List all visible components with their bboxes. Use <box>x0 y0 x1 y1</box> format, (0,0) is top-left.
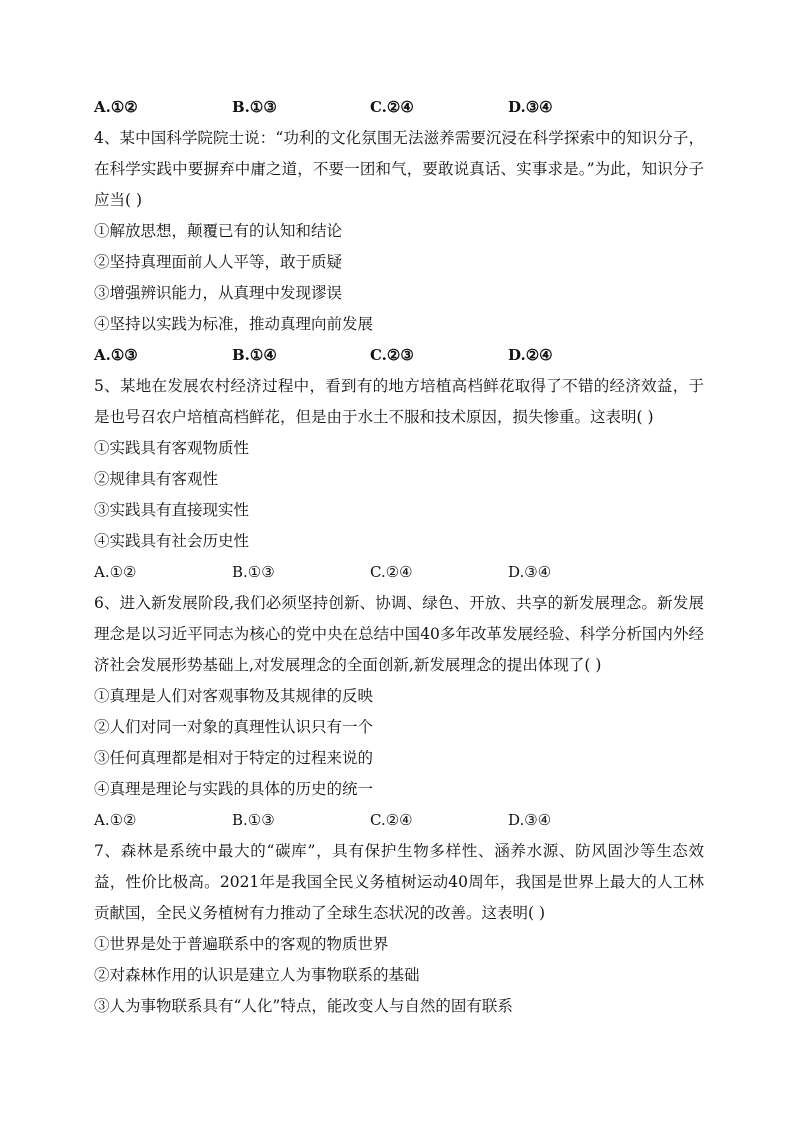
statement-item: ③人为事物联系具有“人化”特点，能改变人与自然的固有联系 <box>94 997 513 1015</box>
option-b[interactable]: B.①④ <box>232 346 277 364</box>
question-7 <box>94 836 704 1022</box>
q5-options <box>94 557 704 588</box>
option-c[interactable]: C.②④ <box>370 811 413 829</box>
option-d[interactable]: D.③④ <box>508 563 552 581</box>
statement-item: ③任何真理都是相对于特定的过程来说的 <box>94 749 374 767</box>
option-d[interactable]: D.③④ <box>508 98 553 116</box>
exam-page <box>94 92 704 1022</box>
question-stem: 6、进入新发展阶段,我们必须坚持创新、协调、绿色、开放、共享的新发展理念。新发展理念是以习近平同志为核心的党中央在总结中国40多年改革发展经验、科学分析国内外经济社会发展形势基础上,对发展理念的全面创新,新发展理念的提出体现了( ) <box>94 594 704 674</box>
question-6 <box>94 588 704 836</box>
statement-item: ①实践具有客观物质性 <box>94 439 250 457</box>
statement-item: ②对森林作用的认识是建立人为事物联系的基础 <box>94 966 420 984</box>
statement-item: ④真理是理论与实践的具体的历史的统一 <box>94 780 374 798</box>
option-a[interactable]: A.①② <box>94 811 137 829</box>
statement-item: ②坚持真理面前人人平等，敢于质疑 <box>94 253 343 271</box>
statement-item: ④坚持以实践为标准，推动真理向前发展 <box>94 315 374 333</box>
option-b[interactable]: B.①③ <box>232 811 275 829</box>
question-stem: 7、森林是系统中最大的“碳库”，具有保护生物多样性、涵养水源、防风固沙等生态效益，性价比极高。2021年是我国全民义务植树运动40周年，我国是世界上最大的人工林贡献国，全民义务植树有力推动了全球生态状况的改善。这表明( ) <box>94 842 704 922</box>
statement-item: ④实践具有社会历史性 <box>94 532 250 550</box>
option-a[interactable]: A.①② <box>94 563 137 581</box>
question-stem: 4、某中国科学院院士说：“功利的文化氛围无法滋养需要沉浸在科学探索中的知识分子，在科学实践中要摒弃中庸之道，不要一团和气，要敢说真话、实事求是。”为此，知识分子应当( ) <box>94 129 704 209</box>
q3-options <box>94 92 704 123</box>
option-a[interactable]: A.①③ <box>94 346 138 364</box>
question-stem: 5、某地在发展农村经济过程中，看到有的地方培植高档鲜花取得了不错的经济效益，于是也号召农户培植高档鲜花，但是由于水土不服和技术原因，损失惨重。这表明( ) <box>94 377 704 426</box>
statement-item: ①解放思想，颠覆已有的认知和结论 <box>94 222 343 240</box>
statement-item: ③增强辨识能力，从真理中发现谬误 <box>94 284 343 302</box>
question-5 <box>94 371 704 588</box>
statement-item: ①世界是处于普遍联系中的客观的物质世界 <box>94 935 389 953</box>
option-d[interactable]: D.②④ <box>508 346 553 364</box>
statement-item: ②人们对同一对象的真理性认识只有一个 <box>94 718 374 736</box>
option-d[interactable]: D.③④ <box>508 811 552 829</box>
statement-item: ①真理是人们对客观事物及其规律的反映 <box>94 687 374 705</box>
option-a[interactable]: A.①② <box>94 98 138 116</box>
statement-item: ③实践具有直接现实性 <box>94 501 250 519</box>
q4-options <box>94 340 704 371</box>
option-c[interactable]: C.②④ <box>370 563 413 581</box>
option-c[interactable]: C.②③ <box>370 346 414 364</box>
statement-item: ②规律具有客观性 <box>94 470 219 488</box>
option-b[interactable]: B.①③ <box>232 563 275 581</box>
option-b[interactable]: B.①③ <box>232 98 277 116</box>
option-c[interactable]: C.②④ <box>370 98 414 116</box>
question-4 <box>94 123 704 371</box>
q6-options <box>94 805 704 836</box>
